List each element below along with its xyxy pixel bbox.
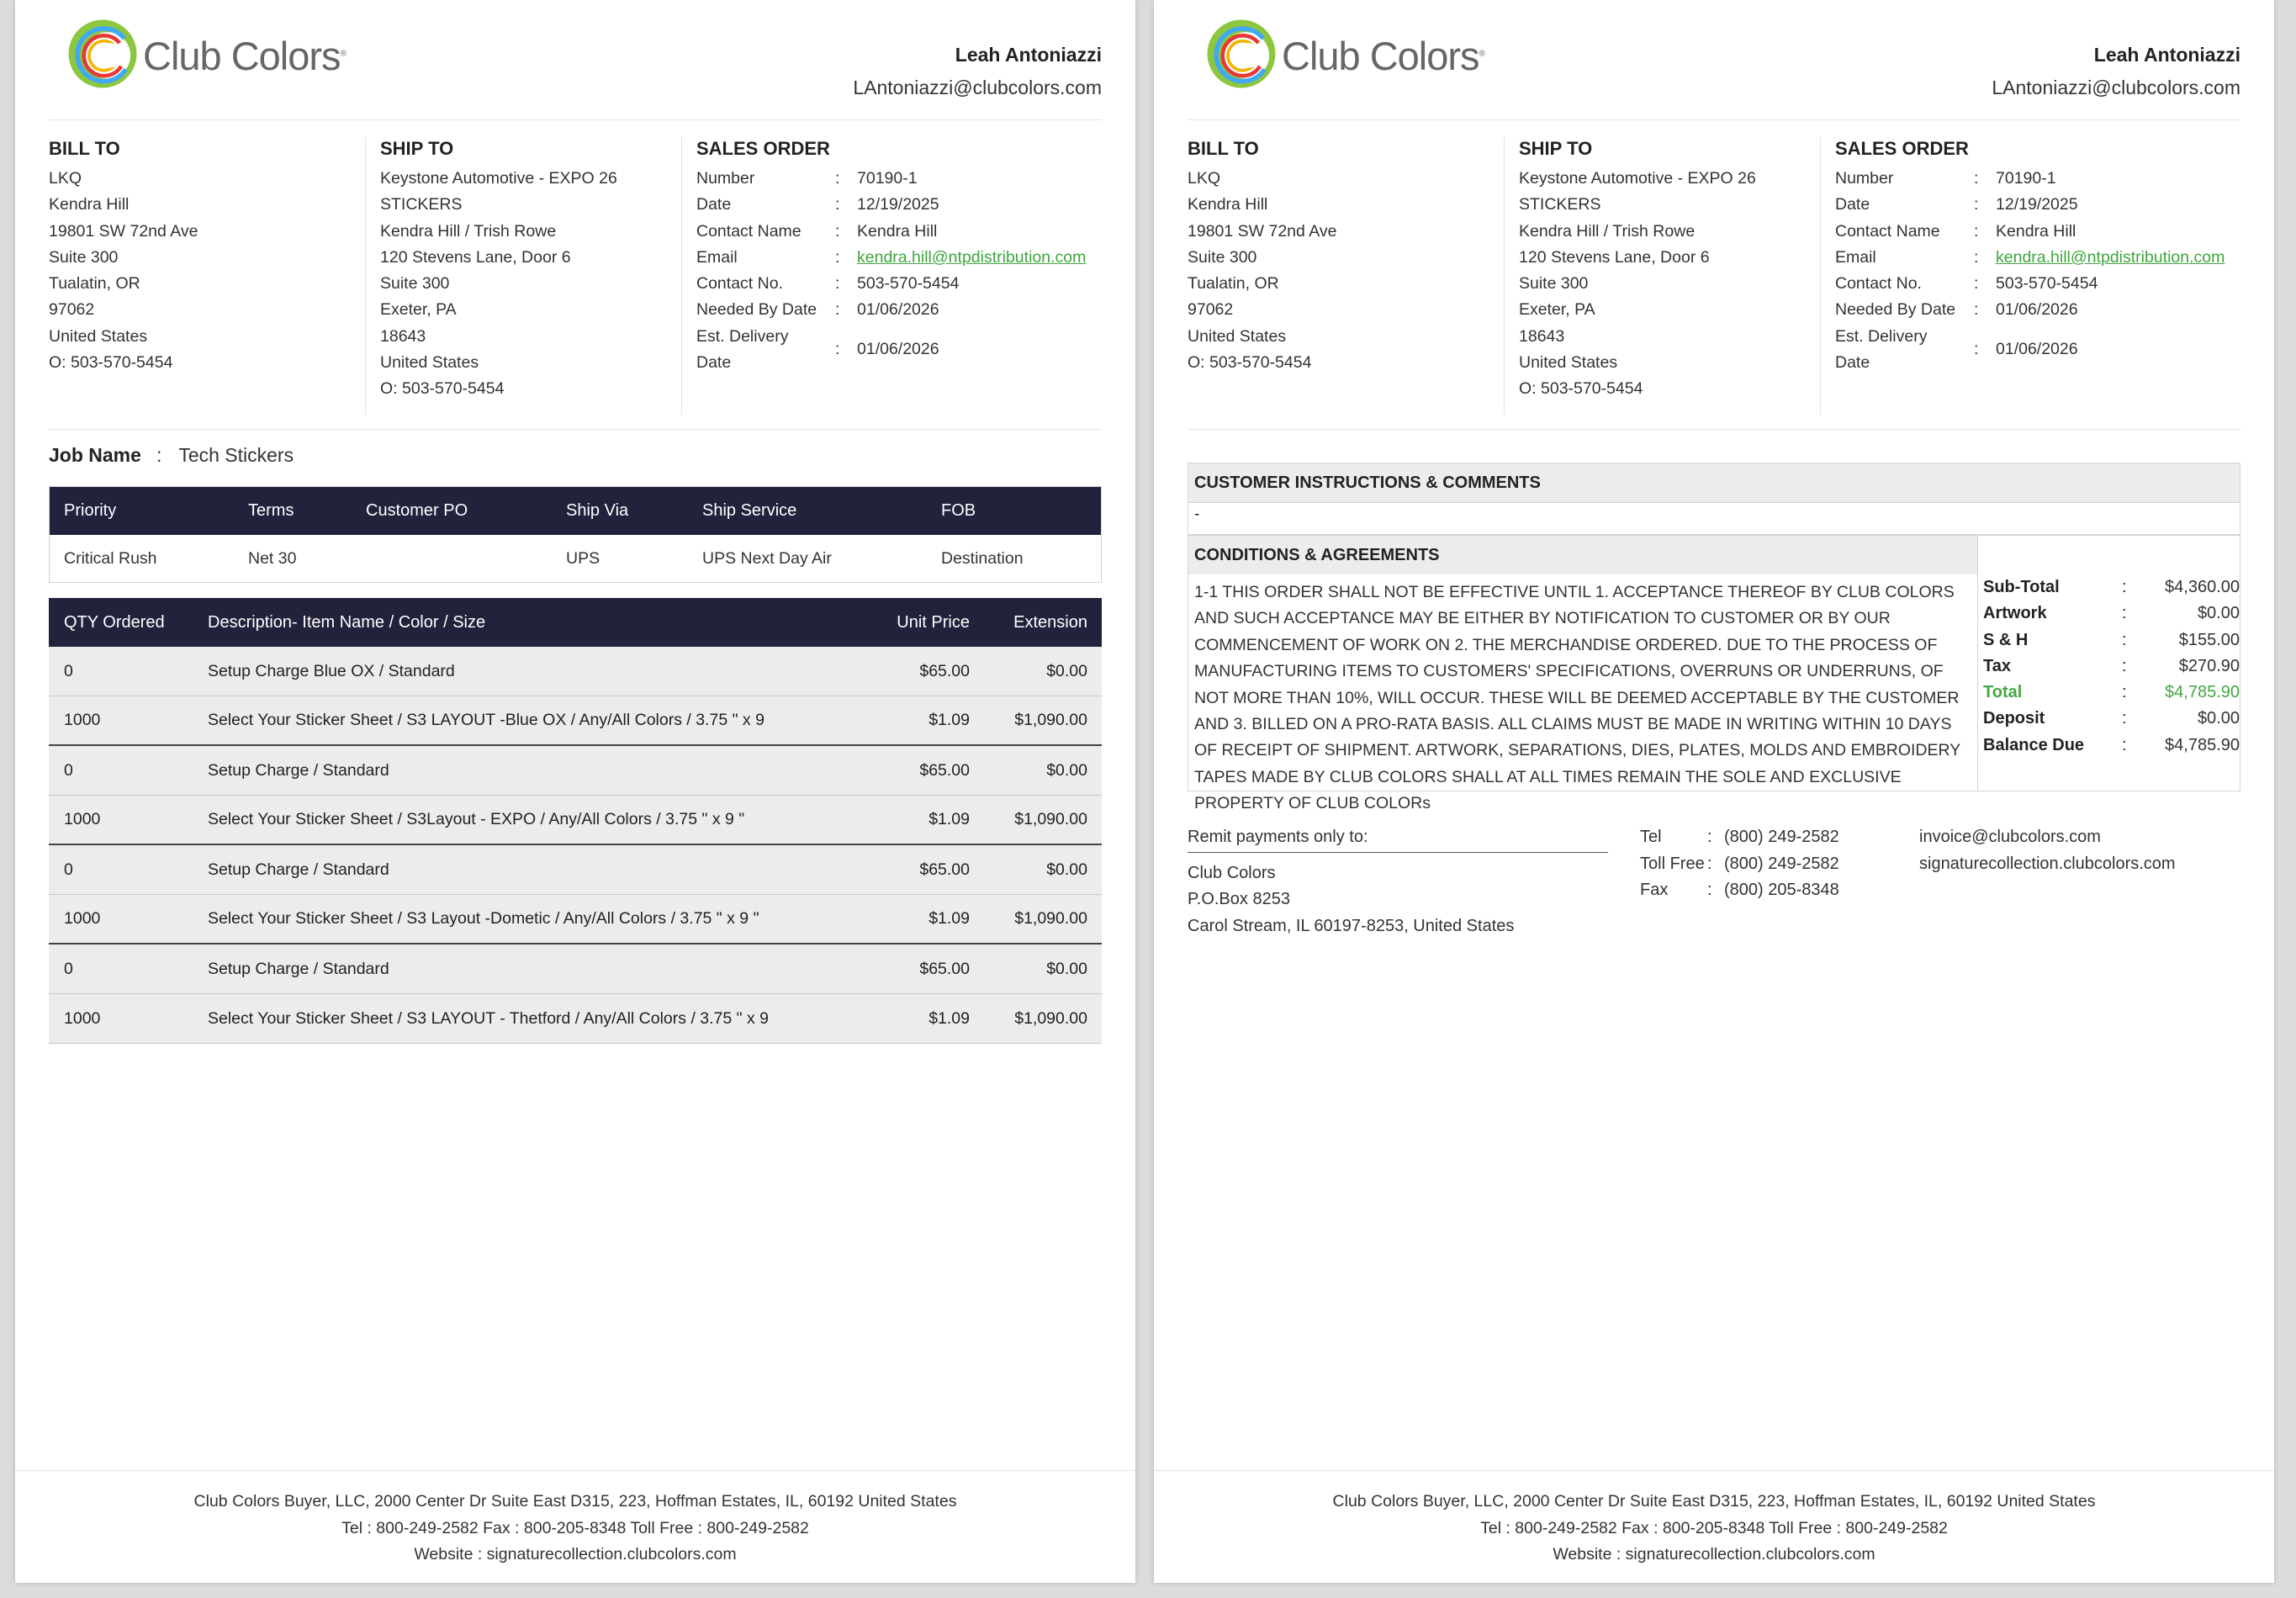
address-line: Suite 300 [1519, 274, 1589, 294]
address-line: 18643 [380, 326, 426, 346]
customer-instructions-body: - [1188, 502, 2240, 534]
field-colon: : [1974, 169, 1979, 188]
qty-cell: 0 [64, 860, 73, 879]
field-label: Contact Name [1835, 221, 1940, 241]
bill-to [1188, 137, 1499, 376]
totals-value: $0.00 [2197, 604, 2240, 623]
header-priority: Priority [64, 501, 117, 520]
unit-price-cell: $65.00 [919, 760, 970, 780]
address-line: Tualatin, OR [1188, 274, 1279, 294]
field-colon: : [1974, 247, 1979, 267]
ship-to-heading: SHIP TO [1519, 138, 1593, 159]
rep-name: Leah Antoniazzi [2093, 44, 2240, 66]
table-row [49, 895, 1102, 945]
header-qty: QTY Ordered [64, 612, 165, 632]
field-value: 503-570-5454 [857, 274, 960, 294]
totals-row [1983, 627, 2240, 653]
line-items-table [49, 598, 1102, 1044]
qty-cell: 1000 [64, 909, 101, 928]
priority-value: Critical Rush [64, 549, 157, 568]
address-line: 19801 SW 72nd Ave [49, 221, 198, 241]
customer-instructions [1188, 463, 2240, 535]
page-footer [1154, 1489, 2274, 1569]
extension-cell: $1,090.00 [1014, 711, 1087, 729]
terms-value: Net 30 [248, 549, 297, 568]
totals-label: Deposit [1983, 709, 2045, 728]
invoice-email[interactable]: invoice@clubcolors.com [1919, 828, 2101, 846]
contact-label: Toll Free [1640, 854, 1705, 873]
totals-colon: : [2122, 683, 2127, 702]
description-cell: Select Your Sticker Sheet / S3Layout - EXPO / Any/All Colors / 3.75 " x 9 " [208, 810, 745, 828]
totals-colon: : [2122, 578, 2127, 596]
address-section [1188, 137, 2240, 415]
table-row [49, 945, 1102, 994]
remit-phone-numbers [1640, 824, 1892, 904]
address-line: United States [1519, 353, 1618, 373]
header-customer-po: Customer PO [366, 501, 468, 520]
job-name-colon: : [156, 444, 162, 466]
field-label: Date [1835, 195, 1870, 214]
extension-cell: $1,090.00 [1014, 810, 1087, 828]
order-terms-table [49, 486, 1102, 583]
totals-row [1983, 680, 2240, 706]
field-label: Email [696, 247, 738, 267]
ship-to [380, 137, 675, 403]
field-value: Kendra Hill [1996, 221, 2076, 241]
totals-colon: : [2122, 709, 2127, 728]
field-colon: : [1974, 195, 1979, 214]
header-unit-price: Unit Price [897, 612, 970, 632]
footer-phones: Tel : 800-249-2582 Fax : 800-205-8348 Toll Free : 800-249-2582 [1480, 1518, 1948, 1537]
totals-colon: : [2122, 630, 2127, 649]
address-line: O: 503-570-5454 [1519, 379, 1643, 399]
address-line: 120 Stevens Lane, Door 6 [1519, 247, 1710, 267]
field-colon: : [835, 169, 840, 188]
totals-label: Tax [1983, 656, 2011, 675]
field-value: 70190-1 [1996, 169, 2056, 188]
address-line: STICKERS [1519, 195, 1601, 214]
remit-line: P.O.Box 8253 [1188, 890, 1290, 908]
totals-row [1983, 733, 2240, 759]
job-name [49, 444, 294, 467]
totals-value: $4,785.90 [2165, 735, 2240, 754]
bill-to [49, 137, 360, 376]
field-label: Contact Name [696, 221, 801, 241]
field-colon: : [1974, 221, 1979, 241]
description-cell: Setup Charge Blue OX / Standard [208, 661, 455, 680]
contact-number: (800) 205-8348 [1724, 881, 1839, 899]
totals-label: Balance Due [1983, 735, 2085, 754]
unit-price-cell: $65.00 [919, 661, 970, 680]
field-value: 503-570-5454 [1996, 274, 2098, 294]
field-colon: : [835, 195, 840, 214]
table-row [49, 796, 1102, 845]
field-label: Contact No. [696, 274, 783, 294]
field-value: 01/06/2026 [1996, 300, 2078, 320]
sales-order-page-2 [1154, 0, 2274, 1583]
column-divider [365, 137, 366, 415]
extension-cell: $1,090.00 [1014, 909, 1087, 928]
address-line: LKQ [1188, 169, 1221, 188]
line-items-body [49, 647, 1102, 1044]
address-line: 19801 SW 72nd Ave [1188, 221, 1337, 241]
field-colon: : [1974, 274, 1979, 294]
field-value: Kendra Hill [857, 221, 938, 241]
address-line: United States [380, 353, 479, 373]
qty-cell: 0 [64, 661, 73, 680]
ship-service-value: UPS Next Day Air [702, 549, 832, 568]
qty-cell: 1000 [64, 810, 101, 828]
totals-label: Total [1983, 683, 2023, 702]
header-description: Description- Item Name / Color / Size [208, 612, 486, 632]
header-terms: Terms [248, 501, 294, 520]
extension-cell: $1,090.00 [1014, 1008, 1087, 1028]
address-section [49, 137, 1102, 415]
field-label: Est. Delivery Date [1835, 326, 1928, 373]
club-colors-logo-icon [64, 15, 141, 93]
contact-email-link[interactable]: kendra.hill@ntpdistribution.com [1996, 247, 2225, 267]
address-line: United States [49, 326, 148, 346]
address-line: O: 503-570-5454 [1188, 353, 1312, 373]
field-colon: : [835, 300, 840, 320]
conditions-heading: CONDITIONS & AGREEMENTS [1188, 536, 1977, 574]
extension-cell: $0.00 [1046, 760, 1087, 780]
footer-address: Club Colors Buyer, LLC, 2000 Center Dr Suite East D315, 223, Hoffman Estates, IL, 60192 United States [1332, 1492, 2096, 1511]
table-row [49, 845, 1102, 895]
unit-price-cell: $1.09 [928, 711, 970, 729]
totals-colon: : [2122, 656, 2127, 675]
contact-label: Fax [1640, 881, 1669, 899]
qty-cell: 0 [64, 760, 73, 780]
field-value: 01/06/2026 [857, 340, 939, 359]
unit-price-cell: $65.00 [919, 860, 970, 879]
address-line: 18643 [1519, 326, 1565, 346]
field-value: 12/19/2025 [857, 195, 939, 214]
field-label: Number [1835, 169, 1894, 188]
table-row [49, 696, 1102, 746]
header-fob: FOB [941, 501, 976, 520]
footer-phones: Tel : 800-249-2582 Fax : 800-205-8348 Toll Free : 800-249-2582 [341, 1518, 809, 1537]
description-cell: Setup Charge / Standard [208, 860, 389, 879]
totals-row [1983, 574, 2240, 601]
address-line: 97062 [1188, 300, 1234, 320]
sales-order [1835, 137, 2239, 376]
job-name-label: Job Name [49, 444, 141, 466]
table-row [49, 647, 1102, 696]
sales-order [696, 137, 1100, 376]
address-line: O: 503-570-5454 [380, 379, 505, 399]
address-line: Kendra Hill [49, 195, 130, 214]
totals-label: Artwork [1983, 604, 2047, 623]
totals-row [1983, 706, 2240, 732]
field-label: Est. Delivery Date [696, 326, 789, 373]
address-line: Keystone Automotive - EXPO 26 [380, 169, 617, 188]
remit-to [1188, 824, 1608, 939]
address-line: STICKERS [380, 195, 463, 214]
unit-price-cell: $1.09 [928, 909, 970, 928]
divider [49, 429, 1102, 430]
header-ship-service: Ship Service [702, 501, 797, 520]
column-divider [681, 137, 682, 415]
logo-wordmark: Club Colors® [143, 33, 346, 78]
footer-address: Club Colors Buyer, LLC, 2000 Center Dr Suite East D315, 223, Hoffman Estates, IL, 60192 United States [193, 1492, 957, 1511]
address-line: Suite 300 [380, 274, 450, 294]
address-line: Exeter, PA [380, 300, 457, 320]
header-extension: Extension [1013, 612, 1087, 632]
field-colon: : [1974, 340, 1979, 359]
conditions-text: 1-1 THIS ORDER SHALL NOT BE EFFECTIVE UNTIL 1. ACCEPTANCE THEREOF BY CLUB COLORS AND SUCH ACCEPTANCE MAY BE EITHER BY NOTIFICATION TO CUSTOMER OR BY OUR COMMENCEMENT OF WORK ON 2. THE MERCHANDISE ORDERED. DUE TO THE PROCESS OF MANUFACTURING ITEMS TO CUSTOMERS' SPECIFICATIONS, OVERRUNS OR UNDERRUNS, OF NOT MORE THAN 10%, WILL OCCUR. THESE WILL BE DEEMED ACCEPTABLE BY THE CUSTOMER AND 3. BILLED ON A PRO-RATA BASIS. ALL CLAIMS MUST BE MADE IN WRITING WITHIN 10 DAYS OF RECEIPT OF SHIPMENT. ARTWORK, SEPARATIONS, DIES, PLATES, MOLDS AND EMBROIDERY TAPES MADE BY CLUB COLORS SHALL AT ALL TIMES REMAIN THE SOLE AND EXCLUSIVE PROPERTY OF CLUB COLORs [1194, 583, 1960, 813]
field-label: Needed By Date [1835, 300, 1956, 320]
remit-web-contacts [1919, 824, 2176, 877]
description-cell: Select Your Sticker Sheet / S3 LAYOUT - Thetford / Any/All Colors / 3.75 " x 9 [208, 1008, 769, 1028]
field-value: 70190-1 [857, 169, 918, 188]
address-line: United States [1188, 326, 1287, 346]
club-colors-logo-icon [1203, 15, 1280, 93]
qty-cell: 0 [64, 959, 73, 978]
order-terms-row [50, 535, 1101, 583]
field-colon: : [835, 340, 840, 359]
address-line: Exeter, PA [1519, 300, 1595, 320]
sales-rep [853, 44, 1102, 99]
ship-to-heading: SHIP TO [380, 138, 454, 159]
address-line: O: 503-570-5454 [49, 353, 173, 373]
footer-website: Website : signaturecollection.clubcolors.com [1553, 1545, 1875, 1564]
totals-row [1983, 653, 2240, 680]
address-line: LKQ [49, 169, 82, 188]
club-colors-logo [64, 15, 350, 93]
sales-rep [1992, 44, 2240, 99]
contact-colon: : [1707, 854, 1712, 873]
customer-instructions-heading: CUSTOMER INSTRUCTIONS & COMMENTS [1188, 463, 2240, 502]
description-cell: Setup Charge / Standard [208, 959, 389, 978]
conditions-and-totals [1188, 535, 2240, 813]
totals-value: $270.90 [2178, 656, 2240, 675]
rep-email[interactable]: LAntoniazzi@clubcolors.com [1992, 77, 2240, 98]
contact-colon: : [1707, 828, 1712, 846]
description-cell: Select Your Sticker Sheet / S3 LAYOUT -Blue OX / Any/All Colors / 3.75 " x 9 [208, 711, 764, 729]
field-colon: : [835, 221, 840, 241]
sales-order-page-1 [15, 0, 1135, 1583]
address-line: 120 Stevens Lane, Door 6 [380, 247, 571, 267]
column-divider [1504, 137, 1505, 415]
totals-label: Sub-Total [1983, 578, 2060, 596]
job-name-value: Tech Stickers [178, 444, 294, 466]
website-link[interactable]: signaturecollection.clubcolors.com [1919, 854, 2176, 873]
qty-cell: 1000 [64, 1008, 101, 1028]
address-line: Kendra Hill / Trish Rowe [380, 221, 557, 241]
contact-email-link[interactable]: kendra.hill@ntpdistribution.com [857, 247, 1087, 267]
totals-row [1983, 601, 2240, 627]
address-line: Tualatin, OR [49, 274, 140, 294]
order-totals [1983, 574, 2240, 759]
field-colon: : [835, 274, 840, 294]
bill-to-heading: BILL TO [49, 138, 120, 159]
divider [49, 119, 1102, 120]
column-divider [1977, 536, 1978, 791]
contact-colon: : [1707, 881, 1712, 899]
field-colon: : [1974, 300, 1979, 320]
totals-value: $4,785.90 [2165, 683, 2240, 702]
footer-website: Website : signaturecollection.clubcolors.com [414, 1545, 737, 1564]
contact-label: Tel [1640, 828, 1662, 846]
field-value: 01/06/2026 [1996, 340, 2078, 359]
extension-cell: $0.00 [1046, 959, 1087, 978]
contact-number: (800) 249-2582 [1724, 828, 1839, 846]
field-label: Needed By Date [696, 300, 817, 320]
footer-divider [15, 1470, 1135, 1471]
remit-title: Remit payments only to: [1188, 824, 1608, 853]
ship-to [1519, 137, 1813, 403]
address-line: Kendra Hill / Trish Rowe [1519, 221, 1696, 241]
field-label: Contact No. [1835, 274, 1922, 294]
address-line: 97062 [49, 300, 95, 320]
logo-wordmark: Club Colors® [1282, 33, 1484, 78]
unit-price-cell: $1.09 [928, 810, 970, 828]
totals-value: $0.00 [2197, 709, 2240, 728]
extension-cell: $0.00 [1046, 661, 1087, 680]
column-divider [1820, 137, 1821, 415]
divider [1188, 119, 2240, 120]
totals-label: S & H [1983, 630, 2029, 649]
remit-line: Carol Stream, IL 60197-8253, United States [1188, 916, 1515, 935]
header-ship-via: Ship Via [566, 501, 629, 520]
line-items-header [49, 598, 1102, 647]
fob-value: Destination [941, 549, 1024, 568]
table-row [49, 746, 1102, 796]
field-value: 12/19/2025 [1996, 195, 2078, 214]
unit-price-cell: $1.09 [928, 1008, 970, 1028]
totals-colon: : [2122, 735, 2127, 754]
rep-email[interactable]: LAntoniazzi@clubcolors.com [853, 77, 1102, 98]
totals-value: $4,360.00 [2165, 578, 2240, 596]
field-label: Date [696, 195, 732, 214]
totals-value: $155.00 [2178, 630, 2240, 649]
description-cell: Setup Charge / Standard [208, 760, 389, 780]
field-label: Number [696, 169, 755, 188]
address-line: Suite 300 [49, 247, 119, 267]
ship-via-value: UPS [566, 549, 600, 568]
club-colors-logo [1203, 15, 1489, 93]
sales-order-heading: SALES ORDER [1835, 138, 1969, 159]
totals-colon: : [2122, 604, 2127, 623]
unit-price-cell: $65.00 [919, 959, 970, 978]
address-line: Suite 300 [1188, 247, 1257, 267]
bill-to-heading: BILL TO [1188, 138, 1259, 159]
remit-line: Club Colors [1188, 863, 1276, 882]
order-terms-header [50, 487, 1101, 535]
divider [1188, 429, 2240, 430]
description-cell: Select Your Sticker Sheet / S3 Layout -Dometic / Any/All Colors / 3.75 " x 9 " [208, 909, 759, 928]
qty-cell: 1000 [64, 711, 101, 729]
field-value: 01/06/2026 [857, 300, 939, 320]
field-colon: : [835, 247, 840, 267]
extension-cell: $0.00 [1046, 860, 1087, 879]
page-footer [15, 1489, 1135, 1569]
footer-divider [1154, 1470, 2274, 1471]
field-label: Email [1835, 247, 1876, 267]
address-line: Kendra Hill [1188, 195, 1268, 214]
contact-number: (800) 249-2582 [1724, 854, 1839, 873]
rep-name: Leah Antoniazzi [955, 44, 1102, 66]
address-line: Keystone Automotive - EXPO 26 [1519, 169, 1756, 188]
sales-order-heading: SALES ORDER [696, 138, 830, 159]
table-row [49, 994, 1102, 1044]
